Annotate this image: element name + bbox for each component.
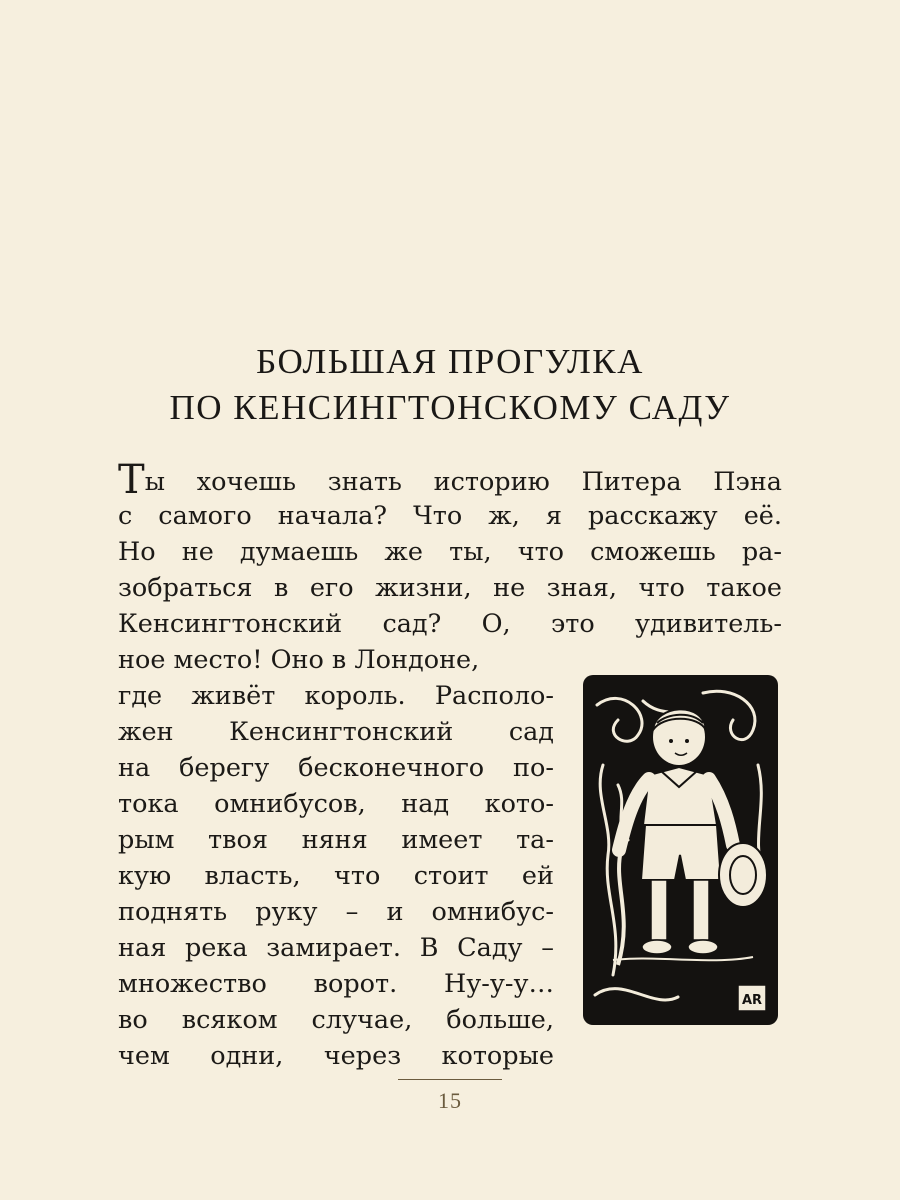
chapter-title-line-1: БОЛЬШАЯ ПРОГУЛКА <box>256 342 644 381</box>
body-line-15: множество ворот. Ну-у-у… <box>118 969 554 999</box>
body-line-13: поднять руку – и омнибус- <box>118 897 554 927</box>
body-line-14: ная река замирает. В Саду – <box>118 933 554 963</box>
body-line-4: зобраться в его жизни, не зная, что такое <box>118 573 782 603</box>
footer-rule <box>398 1079 502 1080</box>
first-line-text: ы хочешь знать историю Питера Пэна <box>144 467 782 497</box>
hat-icon <box>719 843 767 907</box>
page-number: 15 <box>438 1088 462 1113</box>
body-line-17: чем одни, через которые <box>118 1041 554 1071</box>
body-line-1 <box>118 457 782 503</box>
chapter-title-line-2: ПО КЕНСИНГТОНСКОМУ САДУ <box>169 388 731 427</box>
body-line-2: с самого начала? Что ж, я расскажу её. <box>118 501 782 531</box>
body-line-5: Кенсингтонский сад? О, это удивитель- <box>118 609 782 639</box>
body-line-12: кую власть, что стоит ей <box>118 861 554 891</box>
body-line-8: жен Кенсингтонский сад <box>118 717 554 747</box>
monogram-text: AR <box>741 993 763 1008</box>
body-line-11: рым твоя няня имеет та- <box>118 825 554 855</box>
body-line-16: во всяком случае, больше, <box>118 1005 554 1035</box>
monogram-badge <box>738 985 766 1011</box>
drop-cap: Т <box>118 457 145 503</box>
body-line-10: тока омнибусов, над кото- <box>118 789 554 819</box>
boy-illustration <box>583 675 778 1025</box>
body-line-7: где живёт король. Располо- <box>118 681 554 711</box>
body-line-9: на берегу бесконечного по- <box>118 753 554 783</box>
body-line-6: ное место! Оно в Лондоне, <box>118 645 480 675</box>
body-line-3: Но не думаешь же ты, что сможешь ра- <box>118 537 782 567</box>
